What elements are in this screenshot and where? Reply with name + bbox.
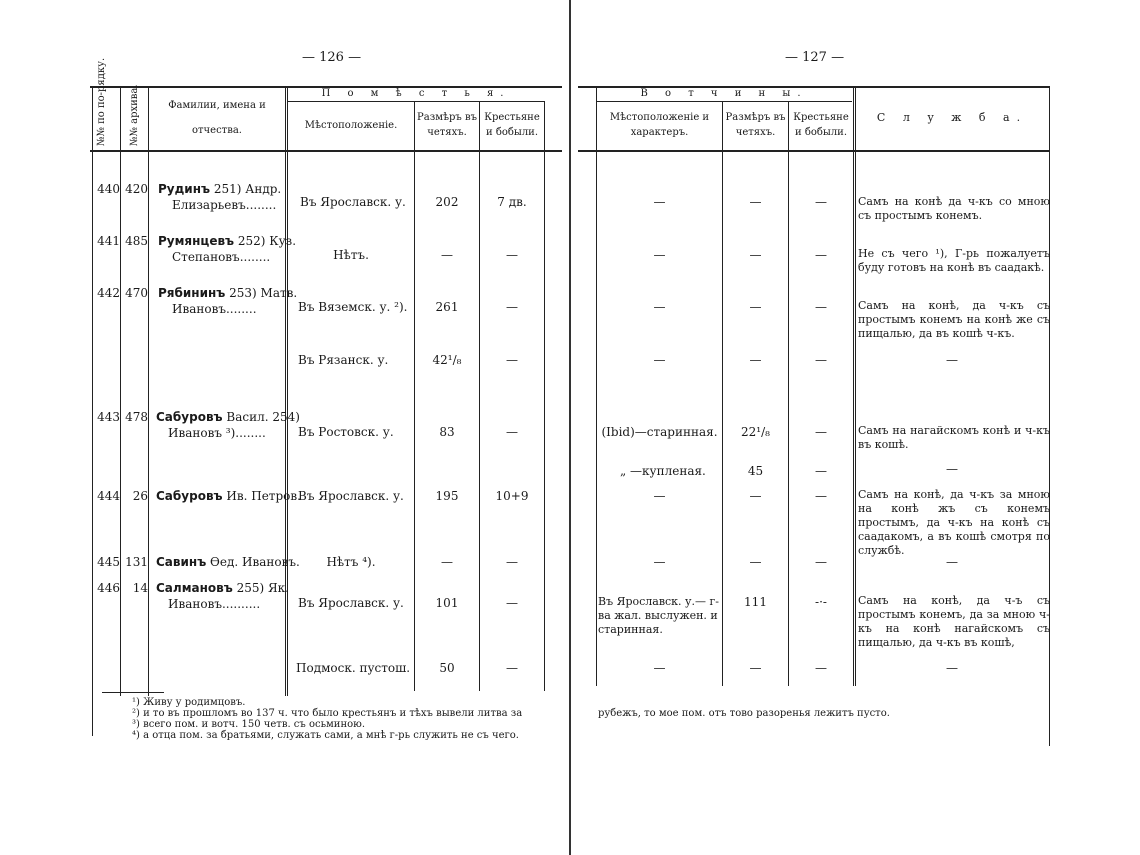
pomestie-location: Подмоск. пустош. xyxy=(296,661,411,675)
pomestie-peasants: 7 дв. xyxy=(497,195,527,209)
pomestie-location: Въ Рязанск. у. xyxy=(298,353,389,367)
pomestie-location: Нѣтъ ⁴). xyxy=(326,555,376,569)
archive-number: 485 xyxy=(125,234,148,248)
votchina-location: — xyxy=(653,489,666,503)
row-number: 443 xyxy=(97,410,120,424)
pomestie-location: Въ Ярославск. у. xyxy=(298,596,404,610)
votchina-location: „ —купленая. xyxy=(620,464,706,478)
pomestie-peasants: — xyxy=(506,555,518,569)
pomestie-location: Въ Вяземск. у. ²). xyxy=(298,300,408,314)
votchina-location: Въ Ярославск. у.— г-ва жал. выслужен. и старинная. xyxy=(598,595,719,636)
page-gutter xyxy=(569,0,571,855)
votchiny-rule xyxy=(596,101,852,102)
votchina-size: — xyxy=(749,195,762,209)
person-name: Салмановъ 255) Як. xyxy=(156,581,289,595)
pomestie-peasants: — xyxy=(506,596,518,610)
pomestie-size: — xyxy=(441,248,453,262)
person-name: Сабуровъ Васил. 254) xyxy=(156,410,300,424)
votchina-size: — xyxy=(749,248,762,262)
header-peasants-v: Крестьяне и бобыли. xyxy=(793,112,849,138)
pomestie-peasants: — xyxy=(506,425,518,439)
archive-number: 14 xyxy=(132,581,148,595)
votchina-size: — xyxy=(749,555,762,569)
votchina-peasants: — xyxy=(815,353,827,367)
header-bottom-rule-left xyxy=(90,150,562,152)
votchina-peasants: — xyxy=(815,195,827,209)
pomestie-peasants: 10+9 xyxy=(495,489,529,503)
votchina-location: — xyxy=(653,195,666,209)
votchina-peasants: — xyxy=(815,489,827,503)
header-peasants-p: Крестьяне и бобыли. xyxy=(484,112,540,138)
service-text: — xyxy=(946,462,958,476)
person-name-cont: Ивановъ........ xyxy=(172,302,257,316)
pomestie-location: Въ Ярославск. у. xyxy=(300,195,406,209)
votchina-size: 22¹/₈ xyxy=(741,425,770,439)
pomestie-size: 83 xyxy=(439,425,455,439)
row-number: 444 xyxy=(97,489,120,503)
service-text: Самъ на конѣ, да ч-къ за мною на конѣ жъ съ конемъ простымъ, да ч-къ на конѣ съ саадакомъ, а въ кошѣ смотря по службѣ. xyxy=(858,488,1050,557)
votchina-peasants: — xyxy=(815,661,827,675)
pomestie-location: Нѣтъ. xyxy=(333,248,369,262)
header-location-p: Мѣстоположеніе. xyxy=(304,120,398,131)
header-votchiny: В о т ч и н ы. xyxy=(640,88,808,99)
person-name: Савинъ Ѳед. Ивановъ. xyxy=(156,555,300,569)
person-name-cont: Ивановъ.......... xyxy=(168,597,261,611)
row-number: 446 xyxy=(97,581,120,595)
service-text: — xyxy=(946,353,958,367)
header-bottom-rule-right xyxy=(578,150,1050,152)
votchina-location: — xyxy=(653,353,666,367)
page-number-left: — 126 — xyxy=(302,50,362,65)
service-text: Самъ на конѣ да ч-къ со мною съ простымъ конемъ. xyxy=(858,195,1050,222)
votchina-size: — xyxy=(749,661,762,675)
pomestya-rule xyxy=(288,101,544,102)
header-size-p: Размѣръ въ четяхъ. xyxy=(417,112,477,138)
pomestie-peasants: — xyxy=(506,300,518,314)
pomestie-size: 202 xyxy=(435,195,459,209)
pomestie-size: — xyxy=(441,555,453,569)
service-text: Самъ на нагайскомъ конѣ и ч-къ въ кошѣ. xyxy=(858,424,1050,451)
service-text: — xyxy=(946,555,958,569)
service-text: Самъ на конѣ, да ч-ъ съ простымъ конемъ, да за мною ч-къ на конѣ нагайскомъ съ пищалью, да ч-къ въ кошѣ, xyxy=(858,594,1050,649)
footnote-4: ⁴) а отца пом. за братьями, служать сами, а мнѣ г-рь служить не съ чего. xyxy=(132,730,519,741)
votchina-size: 111 xyxy=(744,595,767,609)
pomestie-size: 261 xyxy=(435,300,459,314)
pomestie-location: Въ Ярославск. у. xyxy=(298,489,404,503)
archive-number: 131 xyxy=(125,555,148,569)
person-name-cont: Елизарьевъ........ xyxy=(172,198,277,212)
votchina-peasants: — xyxy=(815,555,827,569)
votchina-peasants: — xyxy=(815,248,827,262)
votchina-location: — xyxy=(653,555,666,569)
person-name: Сабуровъ Ив. Петров. xyxy=(156,489,301,503)
pomestie-location: Въ Ростовск. у. xyxy=(298,425,394,439)
pomestie-peasants: — xyxy=(506,353,518,367)
pomestie-size: 101 xyxy=(435,596,459,610)
pomestie-peasants: — xyxy=(506,248,518,262)
footnote-2-continuation: рубежъ, то мое пом. отъ тово разоренья лежитъ пусто. xyxy=(598,708,890,719)
pomestie-size: 195 xyxy=(435,489,459,503)
person-name-cont: Степановъ........ xyxy=(172,250,271,264)
votchina-size: — xyxy=(749,489,762,503)
header-names: Фамилии, имена и отчества. xyxy=(168,100,266,136)
footnote-2: ²) и то въ прошломъ во 137 ч. что было крестьянъ и тѣхъ вывели литва за xyxy=(132,708,523,719)
votchina-peasants: -·- xyxy=(815,595,827,609)
footnote-rule xyxy=(102,692,164,693)
pomestie-size: 50 xyxy=(439,661,455,675)
row-number: 442 xyxy=(97,286,120,300)
header-size-v: Размѣръ въ четяхъ. xyxy=(725,112,786,138)
votchina-peasants: — xyxy=(815,425,827,439)
person-name: Румянцевъ 252) Куз. xyxy=(158,234,297,248)
person-name-cont: Ивановъ ³)........ xyxy=(168,426,266,440)
votchina-size: — xyxy=(749,300,762,314)
archive-number: 470 xyxy=(125,286,148,300)
header-row-no: №№ по по-рядку. xyxy=(96,57,107,146)
votchina-peasants: — xyxy=(815,464,827,478)
service-text: Не съ чего ¹), Г-рь пожалуетъ буду готовъ на конѣ въ саадакѣ. xyxy=(858,247,1050,274)
header-pomestya: П о м ѣ с т ь я. xyxy=(321,88,511,99)
person-name: Рябининъ 253) Матв. xyxy=(158,286,298,300)
header-location-v: Мѣстоположеніе и характеръ. xyxy=(609,112,710,138)
footnote-3: ³) всего пом. и вотч. 150 четв. съ осьминою. xyxy=(132,719,366,730)
row-number: 440 xyxy=(97,182,120,196)
archive-number: 420 xyxy=(125,182,148,196)
service-text: — xyxy=(946,661,958,675)
votchina-location: — xyxy=(653,661,666,675)
votchina-peasants: — xyxy=(815,300,827,314)
row-number: 445 xyxy=(97,555,120,569)
person-name: Рудинъ 251) Андр. xyxy=(158,182,282,196)
votchina-location: — xyxy=(653,300,666,314)
pomestie-size: 42¹/₈ xyxy=(432,353,462,367)
footnote-1: ¹) Живу у родимцовъ. xyxy=(132,697,246,708)
page-number-right: — 127 — xyxy=(785,50,845,65)
votchina-location: (Ibid)—старинная. xyxy=(601,425,718,439)
archive-number: 478 xyxy=(125,410,148,424)
votchina-location: — xyxy=(653,248,666,262)
votchina-size: 45 xyxy=(747,464,764,478)
header-archive-no: №№ архива. xyxy=(129,84,140,146)
archive-number: 26 xyxy=(132,489,148,503)
row-number: 441 xyxy=(97,234,120,248)
pomestie-peasants: — xyxy=(506,661,518,675)
votchina-size: — xyxy=(749,353,762,367)
header-service: С л у ж б а. xyxy=(876,111,1028,124)
service-text: Самъ на конѣ, да ч-къ съ простымъ конемъ на конѣ же съ пищалью, да въ кошѣ ч-къ. xyxy=(858,299,1050,340)
